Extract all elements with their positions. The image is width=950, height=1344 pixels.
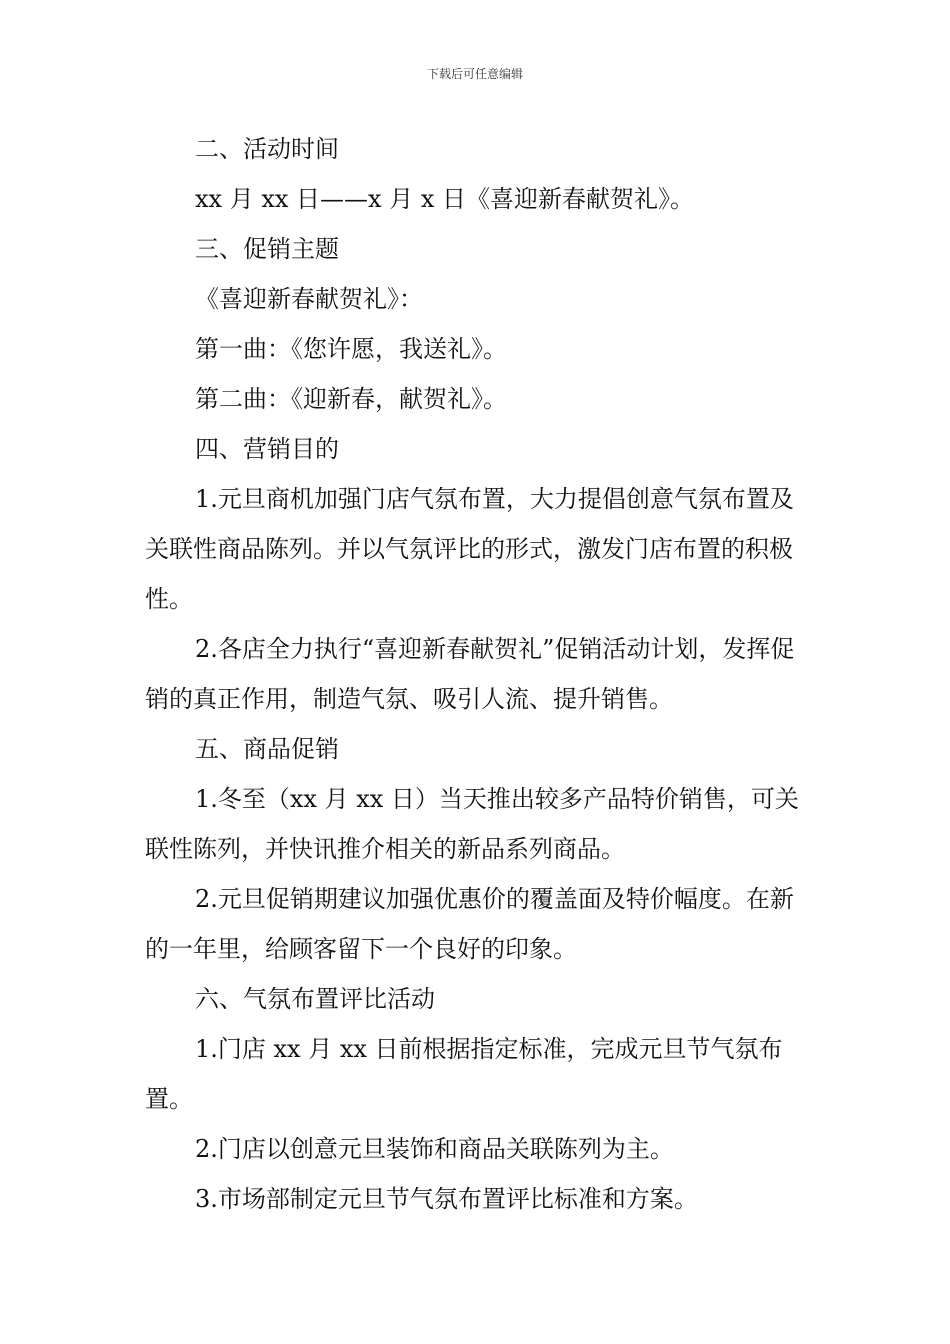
page-header-note: 下载后可任意编辑 bbox=[426, 67, 523, 81]
theme-part-one: 第一曲：《您许愿，我送礼》。 bbox=[195, 335, 507, 363]
promotion-theme-title: 《喜迎新春献贺礼》： bbox=[195, 285, 423, 313]
theme-part-two: 第二曲：《迎新春，献贺礼》。 bbox=[195, 385, 507, 413]
section-heading-atmosphere-contest: 六、气氛布置评比活动 bbox=[195, 985, 435, 1013]
marketing-goal-item-2: 2.各店全力执行“喜迎新春献贺礼”促销活动计划，发挥促销的真正作用，制造气氛、吸引人流、提升销售。 bbox=[145, 635, 795, 713]
activity-time-text: xx 月 xx 日——x 月 x 日《喜迎新春献贺礼》。 bbox=[195, 185, 694, 213]
atmosphere-contest-item-1: 1.门店 xx 月 xx 日前根据指定标准，完成元旦节气氛布置。 bbox=[145, 1035, 783, 1113]
marketing-goal-item-1: 1.元旦商机加强门店气氛布置，大力提倡创意气氛布置及关联性商品陈列。并以气氛评比的形式，激发门店布置的积极性。 bbox=[145, 485, 794, 613]
section-heading-product-promotion: 五、商品促销 bbox=[195, 735, 339, 763]
atmosphere-contest-item-2: 2.门店以创意元旦装饰和商品关联陈列为主。 bbox=[195, 1135, 674, 1163]
product-promotion-item-2: 2.元旦促销期建议加强优惠价的覆盖面及特价幅度。在新的一年里，给顾客留下一个良好的印象。 bbox=[145, 885, 794, 963]
product-promotion-item-1: 1.冬至（xx 月 xx 日）当天推出较多产品特价销售，可关联性陈列，并快讯推介相关的新品系列商品。 bbox=[145, 785, 799, 863]
section-heading-promotion-theme: 三、促销主题 bbox=[195, 235, 339, 263]
section-heading-marketing-goal: 四、营销目的 bbox=[195, 435, 339, 463]
document-body bbox=[145, 124, 810, 1224]
atmosphere-contest-item-3: 3.市场部制定元旦节气氛布置评比标准和方案。 bbox=[195, 1185, 698, 1213]
section-heading-activity-time: 二、活动时间 bbox=[195, 135, 339, 163]
